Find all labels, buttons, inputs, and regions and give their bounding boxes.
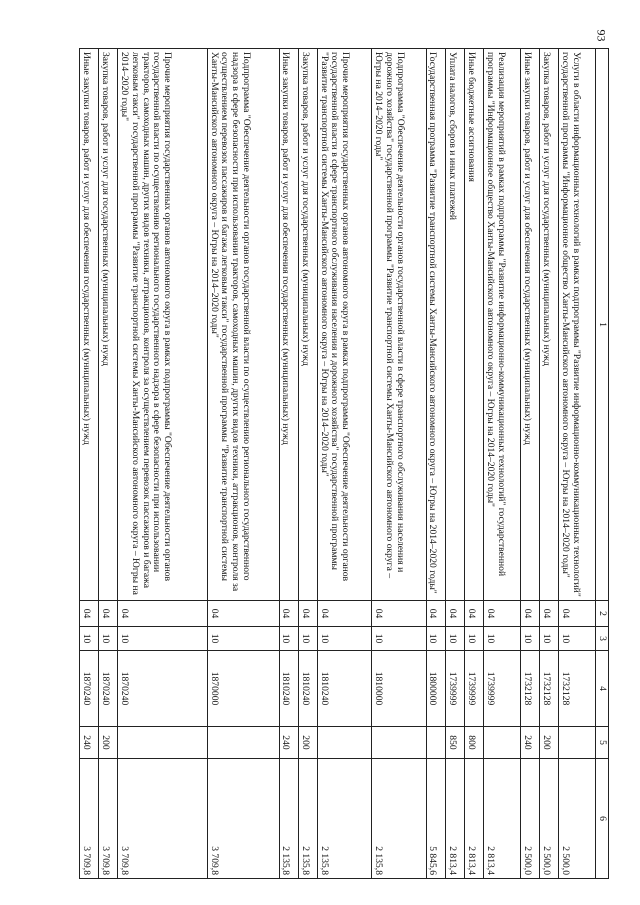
- header-cell: 4: [596, 651, 609, 727]
- amount-cell: 2 135,8: [279, 759, 298, 879]
- header-row: [596, 49, 609, 879]
- header-cell: 6: [596, 759, 609, 879]
- description-cell: Закупка товаров, работ и услуг для государственных (муниципальных) нужд: [99, 49, 118, 601]
- table-row: [80, 49, 99, 879]
- section-code-cell: 04: [520, 601, 539, 627]
- expense-type-cell: 800: [464, 727, 483, 759]
- amount-cell: 2 500,0: [540, 759, 559, 879]
- subsection-code-cell: 10: [298, 627, 317, 651]
- target-article-cell: 1870000: [207, 651, 279, 727]
- target-article-cell: 1870240: [80, 651, 99, 727]
- description-cell: Подпрограмма "Обеспечение деятельности органов государственной власти в сфере транспортного обслуживания населения и дорожного хозяйства" государственной программы "Развитие транспортной системы Ханты-Мансийского автономного округа – Югры на 2014–2020 годы": [372, 49, 426, 601]
- expense-type-cell: [426, 727, 445, 759]
- expense-type-cell: 240: [520, 727, 539, 759]
- section-code-cell: 04: [279, 601, 298, 627]
- expense-type-cell: 240: [80, 727, 99, 759]
- amount-cell: 2 813,4: [445, 759, 464, 879]
- subsection-code-cell: 10: [118, 627, 207, 651]
- amount-cell: 3 709,8: [207, 759, 279, 879]
- section-code-cell: 04: [207, 601, 279, 627]
- expense-type-cell: [372, 727, 426, 759]
- amount-cell: 2 135,8: [298, 759, 317, 879]
- expense-type-cell: 200: [298, 727, 317, 759]
- amount-cell: 3 709,8: [80, 759, 99, 879]
- description-cell: Подпрограмма "Обеспечение деятельности органов государственной власти по осуществлению регионального государственного надзора в сфере безопасности при использовании тракторов, самоходных машин, других видов техники, аттракционов, контроля за осуществлением перевозок пассажиров и багажа легковым такси" государственной программы "Развитие транспортной системы Ханты-Мансийского автономного округа – Югры на 2014–2020 годы": [207, 49, 279, 601]
- amount-cell: 2 135,8: [318, 759, 372, 879]
- amount-cell: 2 813,4: [464, 759, 483, 879]
- subsection-code-cell: 10: [464, 627, 483, 651]
- table-row: [298, 49, 317, 879]
- subsection-code-cell: 10: [80, 627, 99, 651]
- table-row: [426, 49, 445, 879]
- section-code-cell: 04: [464, 601, 483, 627]
- target-article-cell: 1810240: [318, 651, 372, 727]
- section-code-cell: 04: [484, 601, 521, 627]
- description-cell: Государственная программа "Развитие транспортной системы Ханты-Мансийского автономного округа – Югры на 2014–2020 годы": [426, 49, 445, 601]
- section-code-cell: 04: [559, 601, 596, 627]
- target-article-cell: 1732128: [559, 651, 596, 727]
- table-row: [484, 49, 521, 879]
- header-cell: 1: [596, 49, 609, 601]
- target-article-cell: 1732128: [520, 651, 539, 727]
- target-article-cell: 1870240: [99, 651, 118, 727]
- expense-type-cell: [318, 727, 372, 759]
- subsection-code-cell: 10: [540, 627, 559, 651]
- expense-type-cell: 200: [540, 727, 559, 759]
- table-row: [559, 49, 596, 879]
- description-cell: Иные закупки товаров, работ и услуг для обеспечения государственных (муниципальных) нужд: [80, 49, 99, 601]
- subsection-code-cell: 10: [207, 627, 279, 651]
- description-cell: Реализация мероприятий в рамках подпрограммы "Развитие информационно-коммуникационных технологий" государственной программы "Информационное общество Ханты-Мансийского автономного округа – Югры на 2014–2020 годы": [484, 49, 521, 601]
- amount-cell: 2 500,0: [520, 759, 539, 879]
- amount-cell: 3 709,8: [118, 759, 207, 879]
- target-article-cell: 1800000: [426, 651, 445, 727]
- subsection-code-cell: 10: [520, 627, 539, 651]
- section-code-cell: 04: [372, 601, 426, 627]
- expense-type-cell: [118, 727, 207, 759]
- section-code-cell: 04: [445, 601, 464, 627]
- section-code-cell: 04: [540, 601, 559, 627]
- section-code-cell: 04: [426, 601, 445, 627]
- amount-cell: 2 135,8: [372, 759, 426, 879]
- subsection-code-cell: 10: [372, 627, 426, 651]
- table-row: [99, 49, 118, 879]
- target-article-cell: 1739999: [445, 651, 464, 727]
- subsection-code-cell: 10: [426, 627, 445, 651]
- table-row: [118, 49, 207, 879]
- table-row: [445, 49, 464, 879]
- description-cell: Услуги в области информационных технологий в рамках подпрограммы "Развитие информационно-коммуникационных технологий" государственной программы "Информационное общество Ханты-Мансийского автономного округа – Югры на 2014–2020 годы": [559, 49, 596, 601]
- subsection-code-cell: 10: [99, 627, 118, 651]
- subsection-code-cell: 10: [559, 627, 596, 651]
- subsection-code-cell: 10: [445, 627, 464, 651]
- target-article-cell: 1732128: [540, 651, 559, 727]
- expense-type-cell: [207, 727, 279, 759]
- table-row: [520, 49, 539, 879]
- expense-type-cell: 850: [445, 727, 464, 759]
- header-cell: 2: [596, 601, 609, 627]
- description-cell: Уплата налогов, сборов и иных платежей: [445, 49, 464, 601]
- header-cell: 5: [596, 727, 609, 759]
- section-code-cell: 04: [318, 601, 372, 627]
- target-article-cell: 1810000: [372, 651, 426, 727]
- subsection-code-cell: 10: [484, 627, 521, 651]
- header-cell: 3: [596, 627, 609, 651]
- table-row: [540, 49, 559, 879]
- target-article-cell: 1739999: [464, 651, 483, 727]
- table-row: [372, 49, 426, 879]
- target-article-cell: 1870240: [118, 651, 207, 727]
- amount-cell: 5 845,6: [426, 759, 445, 879]
- target-article-cell: 1810240: [279, 651, 298, 727]
- section-code-cell: 04: [99, 601, 118, 627]
- subsection-code-cell: 10: [279, 627, 298, 651]
- page-number: 93: [594, 29, 609, 42]
- table-row: [207, 49, 279, 879]
- expense-type-cell: 240: [279, 727, 298, 759]
- target-article-cell: 1810240: [298, 651, 317, 727]
- description-cell: Иные закупки товаров, работ и услуг для обеспечения государственных (муниципальных) нужд: [520, 49, 539, 601]
- description-cell: Закупка товаров, работ и услуг для государственных (муниципальных) нужд: [298, 49, 317, 601]
- section-code-cell: 04: [80, 601, 99, 627]
- amount-cell: 3 709,8: [99, 759, 118, 879]
- amount-cell: 2 813,4: [484, 759, 521, 879]
- expense-type-cell: [559, 727, 596, 759]
- budget-table: [79, 48, 609, 879]
- description-cell: Прочие мероприятия государственных органов автономного округа в рамках подпрограммы "Обеспечение деятельности органов государственной власти по осуществлению регионального государственного надзора в сфере безопасности при использовании тракторов, самоходных машин, других видов техники, аттракционов, контроля за осуществлением перевозок пассажиров и багажа легковым такси" государственной программы "Развитие транспортной системы Ханты-Мансийского автономного округа – Югры на 2014–2020 годы": [118, 49, 207, 601]
- description-cell: Иные бюджетные ассигнования: [464, 49, 483, 601]
- description-cell: Прочие мероприятия государственных органов автономного округа в рамках подпрограммы "Обеспечение деятельности органов государственной власти в сфере транспортного обслуживания населения и дорожного хозяйства" государственной программы "Развитие транспортной системы Ханты-Мансийского автономного округа – Югры на 2014–2020 годы": [318, 49, 372, 601]
- section-code-cell: 04: [298, 601, 317, 627]
- amount-cell: 2 500,0: [559, 759, 596, 879]
- subsection-code-cell: 10: [318, 627, 372, 651]
- table-row: [279, 49, 298, 879]
- description-cell: Закупка товаров, работ и услуг для государственных (муниципальных) нужд: [540, 49, 559, 601]
- table-row: [318, 49, 372, 879]
- description-cell: Иные закупки товаров, работ и услуг для обеспечения государственных (муниципальных) нужд: [279, 49, 298, 601]
- section-code-cell: 04: [118, 601, 207, 627]
- target-article-cell: 1739999: [484, 651, 521, 727]
- table-body: [80, 49, 596, 879]
- table-row: [464, 49, 483, 879]
- expense-type-cell: [484, 727, 521, 759]
- rotated-table-wrapper: [79, 48, 609, 878]
- expense-type-cell: 200: [99, 727, 118, 759]
